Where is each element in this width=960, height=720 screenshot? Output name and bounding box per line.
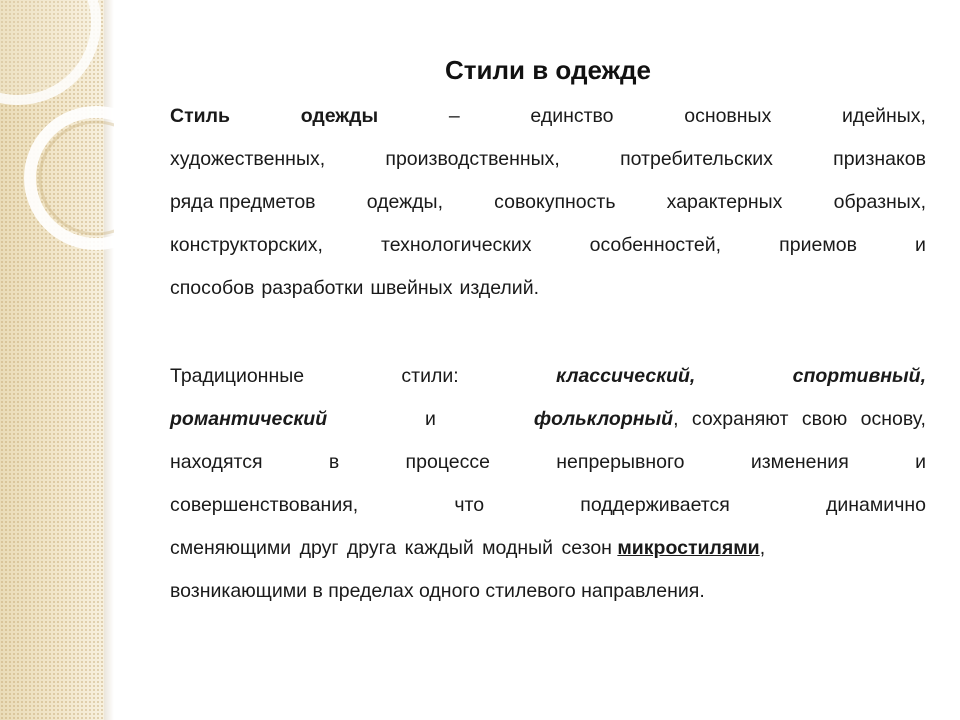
word: основных (684, 105, 772, 127)
ornament-ring-small-inner (40, 122, 114, 234)
word: производственных, (385, 148, 560, 170)
word: единство (530, 105, 614, 127)
text-line (170, 441, 926, 484)
word: в (328, 451, 340, 473)
text-run: , сохраняют свою основу, (673, 408, 926, 430)
word: образных, (833, 191, 926, 213)
word: одежды, (366, 191, 443, 213)
style-sport: спортивный, (792, 365, 926, 387)
text-line (170, 95, 926, 138)
word: непрерывного (556, 451, 685, 473)
punctuation: , (759, 537, 766, 559)
word: и (915, 234, 926, 256)
text-line (170, 267, 926, 310)
word: находятся (170, 451, 263, 473)
text-line (170, 484, 926, 527)
word: что (454, 494, 485, 516)
text-line (170, 355, 926, 398)
word: разработки (261, 277, 364, 299)
word: идейных, (842, 105, 926, 127)
word: способов (170, 277, 255, 299)
slide-title: Стили в одежде (445, 55, 651, 85)
text-run: возникающими в пределах одного стилевого направления. (170, 580, 705, 602)
traditional-styles-paragraph (170, 355, 926, 613)
word: процессе (405, 451, 490, 473)
word: признаков (833, 148, 926, 170)
ring-ornament (0, 0, 114, 260)
text-line (170, 398, 926, 441)
word: поддерживается (580, 494, 730, 516)
style-romantic: романтический (170, 408, 328, 430)
word: художественных, (170, 148, 326, 170)
word: совокупность (494, 191, 616, 213)
term-style: Стиль (170, 105, 230, 127)
term-clothing: одежды (300, 105, 379, 127)
text-line (170, 138, 926, 181)
word: совершенствования, (170, 494, 359, 516)
style-folk: фольклорный (533, 408, 674, 430)
word: изделий. (459, 277, 540, 299)
definition-paragraph (170, 95, 926, 310)
word: конструкторских, (170, 234, 323, 256)
ornament-ring-small (30, 112, 114, 244)
word: и (425, 408, 436, 430)
text-line (170, 181, 926, 224)
ornament-ring-large (0, 0, 96, 100)
word: потребительских (620, 148, 773, 170)
word: стили: (401, 365, 459, 387)
word: ряда предметов (170, 191, 316, 213)
word: особенностей, (589, 234, 722, 256)
style-classic: классический, (555, 365, 696, 387)
text-line (170, 224, 926, 267)
text-line (170, 570, 926, 613)
word: технологических (381, 234, 532, 256)
text-line (170, 527, 926, 570)
term-microstyles: микростилями (617, 537, 760, 559)
text-run: сменяющими друг друга каждый модный сезон (170, 537, 612, 559)
word: приемов (779, 234, 857, 256)
word: швейных (370, 277, 453, 299)
word: Традиционные (170, 365, 305, 387)
word: характерных (666, 191, 783, 213)
word: – (448, 105, 460, 127)
word: и (915, 451, 926, 473)
word: динамично (826, 494, 926, 516)
word: изменения (750, 451, 849, 473)
